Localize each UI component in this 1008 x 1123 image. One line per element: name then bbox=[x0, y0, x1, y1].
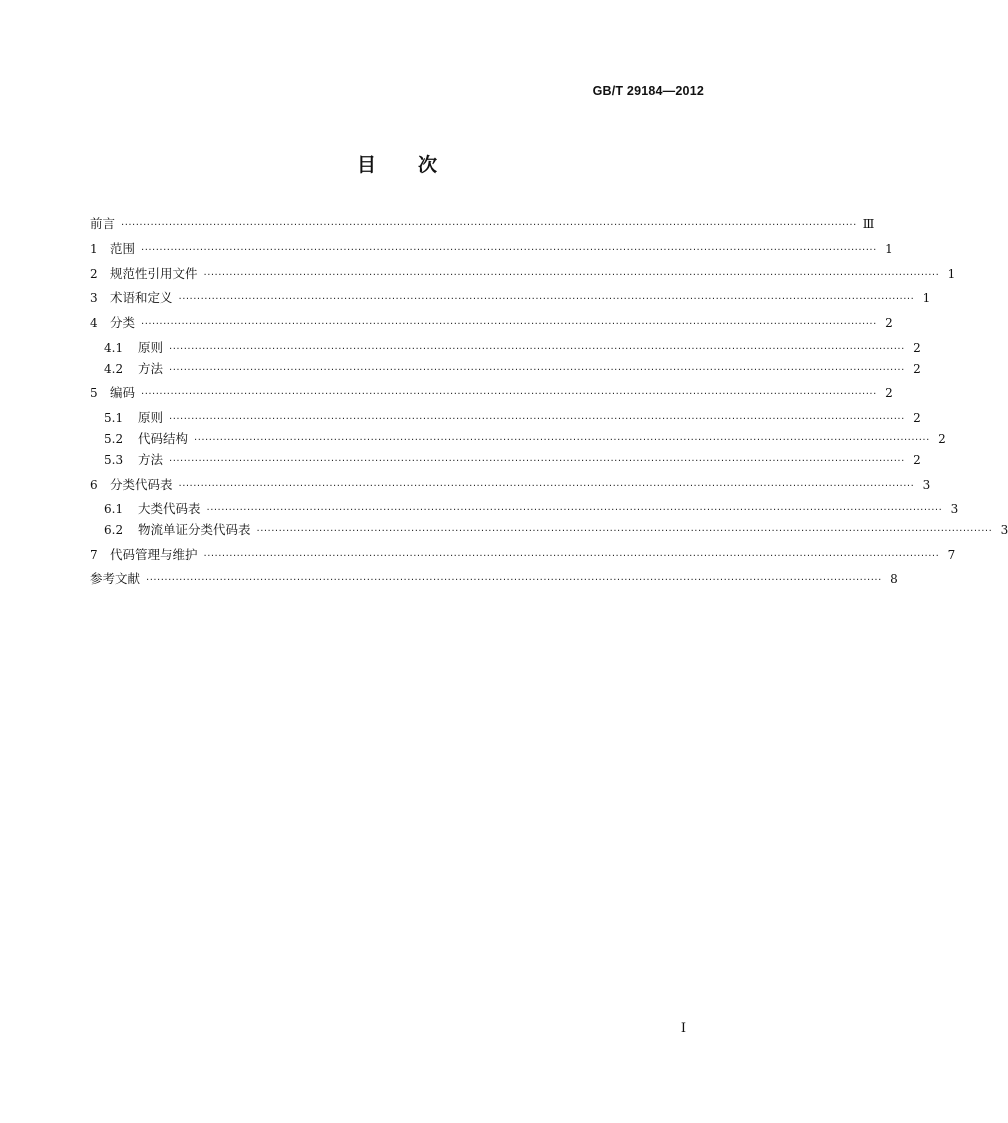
toc-entry[interactable] bbox=[90, 315, 893, 332]
dot-leader: ········································································································································································································ bbox=[169, 365, 905, 376]
toc-entry-page: 1 bbox=[947, 267, 956, 281]
toc-entry[interactable] bbox=[90, 241, 893, 258]
toc-entry[interactable] bbox=[90, 571, 898, 588]
toc-entry-label: 原则 bbox=[138, 340, 164, 355]
title-char-1: 目 bbox=[356, 154, 376, 176]
dot-leader: ········································································································································································································ bbox=[203, 270, 940, 281]
toc-entry-label: 原则 bbox=[138, 410, 164, 425]
toc-entry[interactable] bbox=[90, 452, 921, 469]
toc-entry[interactable] bbox=[90, 431, 946, 448]
toc-entry[interactable] bbox=[90, 522, 1008, 539]
toc-entry-page: 1 bbox=[922, 291, 931, 305]
dot-leader: ········································································································································································································ bbox=[141, 319, 877, 330]
toc-entry-label: 物流单证分类代码表 bbox=[138, 522, 251, 537]
dot-leader: ········································································································································································································ bbox=[121, 220, 857, 231]
toc-entry-number: 4 bbox=[90, 316, 98, 330]
toc-entry-number: 5 bbox=[90, 386, 98, 400]
toc-entry[interactable] bbox=[90, 385, 893, 402]
toc-entry-number: 5.3 bbox=[104, 453, 124, 467]
toc-entry-number: 2 bbox=[90, 267, 98, 281]
toc-entry-number: 7 bbox=[90, 548, 98, 562]
toc-entry-label: 代码管理与维护 bbox=[110, 547, 198, 562]
toc-entry-label: 分类代码表 bbox=[110, 477, 173, 492]
toc-entry-page: 3 bbox=[1000, 523, 1008, 537]
toc-entry-label: 方法 bbox=[138, 452, 164, 467]
toc-entry-page: 2 bbox=[938, 432, 946, 446]
dot-leader: ········································································································································································································ bbox=[206, 505, 943, 516]
toc-entry-number: 6.2 bbox=[104, 523, 124, 537]
toc-entry-label: 大类代码表 bbox=[138, 501, 201, 516]
toc-entry-label: 参考文献 bbox=[90, 571, 141, 586]
toc-entry-page: 3 bbox=[922, 478, 931, 492]
dot-leader: ········································································································································································································ bbox=[141, 245, 877, 256]
toc-entry-page: 8 bbox=[890, 572, 898, 586]
toc-entry-label: 方法 bbox=[138, 361, 164, 376]
toc-entry-label: 术语和定义 bbox=[110, 290, 173, 305]
toc-entry-number: 4.2 bbox=[104, 362, 124, 376]
toc-entry[interactable] bbox=[90, 290, 931, 307]
dot-leader: ········································································································································································································ bbox=[146, 575, 882, 586]
dot-leader: ········································································································································································································ bbox=[178, 481, 915, 492]
toc-entry-number: 6.1 bbox=[104, 502, 124, 516]
toc-entry-number: 4.1 bbox=[104, 341, 124, 355]
dot-leader: ········································································································································································································ bbox=[194, 435, 930, 446]
toc-entry[interactable] bbox=[90, 266, 956, 283]
dot-leader: ········································································································································································································ bbox=[141, 389, 877, 400]
toc-entry-page: 2 bbox=[913, 362, 921, 376]
toc-entry[interactable] bbox=[90, 340, 921, 357]
toc-entry-page: 7 bbox=[947, 548, 956, 562]
toc-entry-page: 1 bbox=[885, 242, 893, 256]
dot-leader: ········································································································································································································ bbox=[169, 414, 905, 425]
page-number: I bbox=[680, 1021, 686, 1036]
dot-leader: ········································································································································································································ bbox=[169, 344, 905, 355]
toc-entry[interactable] bbox=[90, 361, 921, 378]
dot-leader: ········································································································································································································ bbox=[203, 551, 940, 562]
toc-entry[interactable] bbox=[90, 410, 921, 427]
toc-entry-label: 分类 bbox=[110, 315, 136, 330]
toc-entry-page: 2 bbox=[913, 453, 921, 467]
title-char-2: 次 bbox=[418, 154, 438, 176]
toc-entry-label: 代码结构 bbox=[138, 431, 189, 446]
toc-entry-number: 5.2 bbox=[104, 432, 124, 446]
dot-leader: ········································································································································································································ bbox=[169, 456, 905, 467]
toc-entry-label: 规范性引用文件 bbox=[110, 266, 198, 281]
dot-leader: ········································································································································································································ bbox=[256, 526, 993, 537]
standard-code: GB/T 29184—2012 bbox=[592, 84, 704, 98]
toc-entry-number: 1 bbox=[90, 242, 98, 256]
toc-entry-number: 5.1 bbox=[104, 411, 124, 425]
toc-entry[interactable] bbox=[90, 477, 931, 494]
toc-entry[interactable] bbox=[90, 547, 956, 564]
toc-entry-number: 3 bbox=[90, 291, 98, 305]
page-title bbox=[0, 150, 794, 177]
toc-entry-label: 范围 bbox=[110, 241, 136, 256]
toc-entry[interactable] bbox=[90, 216, 875, 233]
toc-entry-label: 前言 bbox=[90, 216, 116, 231]
toc-entry-page: 2 bbox=[885, 316, 893, 330]
toc-entry-page: Ⅲ bbox=[862, 217, 875, 231]
toc-entry-page: 2 bbox=[913, 411, 921, 425]
toc-entry-page: 2 bbox=[885, 386, 893, 400]
dot-leader: ········································································································································································································ bbox=[178, 294, 915, 305]
toc-entry-page: 3 bbox=[950, 502, 959, 516]
toc-entry-number: 6 bbox=[90, 478, 98, 492]
toc-entry-page: 2 bbox=[913, 341, 921, 355]
toc-entry-label: 编码 bbox=[110, 385, 136, 400]
toc-entry[interactable] bbox=[90, 501, 959, 518]
